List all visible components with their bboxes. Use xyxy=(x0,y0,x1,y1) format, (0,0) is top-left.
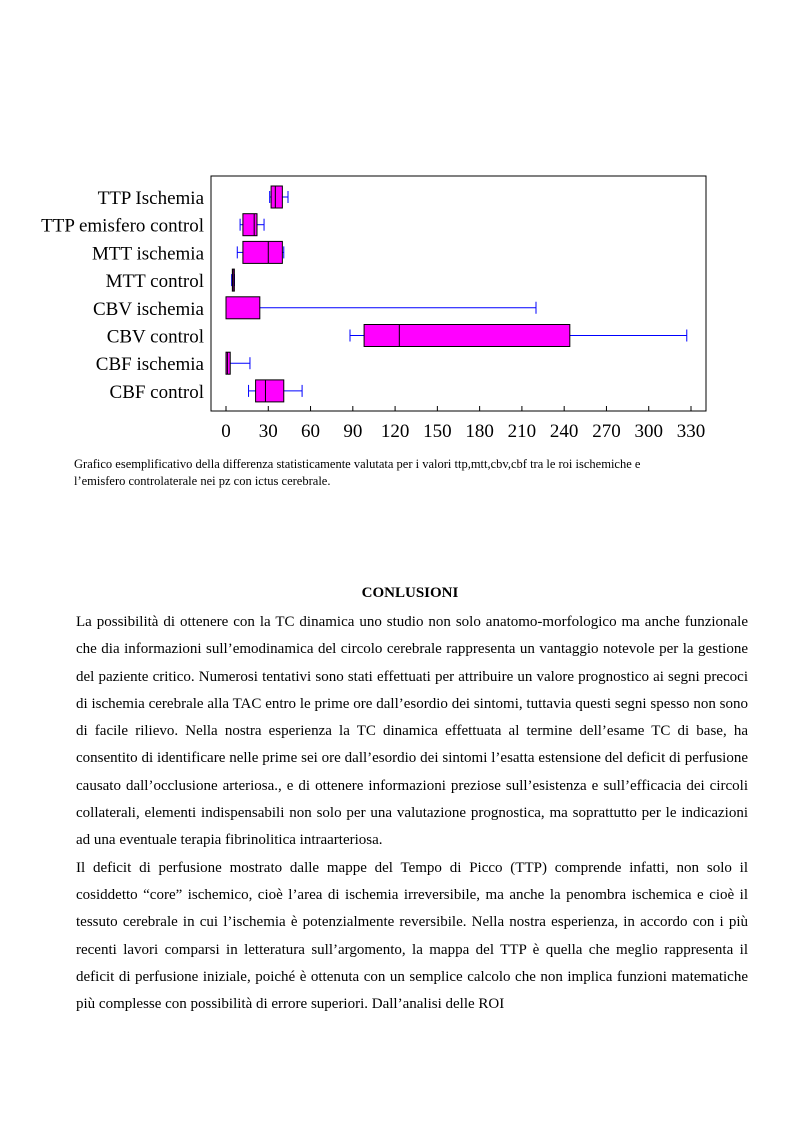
box xyxy=(243,214,257,236)
box xyxy=(271,186,282,208)
x-tick-label: 330 xyxy=(676,421,706,442)
paragraph-1: La possibilità di ottenere con la TC dinamica uno studio non solo anatomo-morfologico ma anche funzionale che dia informazioni sull’emodinamica del circolo cerebrale rappresenta un vantaggio notevole per la gestione del paziente critico. Numerosi tentativi sono stati effettuati per attribuire un valore prognostico ai segni precoci di ischemia cerebrale alla TAC entro le prime ore dall’esordio dei sintomi, tuttavia questi segni spesso non sono di facile rilievo. Nella nostra esperienza la TC dinamica effettuata al termine dell’esame TC di base, ha consentito di identificare nelle prime sei ore dall’esordio dei sintomi l’esatta estensione del deficit di perfusione causato dall’occlusione arteriosa., e di ottenere informazioni preziose sull’esistenza e sull’efficacia dei circoli collaterali, elementi indispensabili non solo per una valutazione prognostica, ma soprattutto per le indicazioni ad una eventuale terapia fibrinolitica intraarteriosa. xyxy=(76,614,748,849)
boxplot-chart xyxy=(0,0,793,450)
category-label: MTT ischemia xyxy=(91,243,204,265)
x-tick-label: 0 xyxy=(221,421,231,442)
plot-frame xyxy=(211,176,706,411)
category-label: CBV ischemia xyxy=(92,298,204,320)
x-tick-label: 120 xyxy=(380,421,410,442)
category-label: CBV control xyxy=(106,326,204,348)
x-tick-label: 60 xyxy=(301,421,321,442)
category-label: CBF ischemia xyxy=(95,354,204,376)
x-tick-label: 210 xyxy=(507,421,537,442)
category-label: CBF control xyxy=(109,381,204,403)
caption-line-2: l’emisfero controlaterale nei pz con ictus cerebrale. xyxy=(74,474,331,488)
section-heading: CONLUSIONI xyxy=(361,585,459,601)
box xyxy=(243,241,282,263)
x-tick-label: 300 xyxy=(634,421,663,442)
x-tick-label: 90 xyxy=(343,421,363,442)
box xyxy=(226,297,260,319)
caption-line-1: Grafico esemplificativo della differenza statisticamente valutata per i valori ttp,mtt,cbv,cbf tra le roi ischemiche e xyxy=(74,457,641,471)
paragraph-2: Il deficit di perfusione mostrato dalle mappe del Tempo di Picco (TTP) comprende infatti, non solo il cosiddetto “core” ischemico, cioè l’area di ischemia irreversibile, ma anche la penombra ischemica e cioè il tessuto cerebrale in cui l’ischemia è potenzialmente reversibile. Nella nostra esperienza, in accordo con i più recenti lavori comparsi in letteratura sull’argomento, la mappa del TTP è quella che meglio rappresenta il deficit di perfusione iniziale, poiché è ottenuta con un semplice calcolo che non implica funzioni matematiche più complesse con possibilità di errore superiori. Dall’analisi delle ROI xyxy=(76,859,748,1013)
body-text xyxy=(76,609,748,1018)
box xyxy=(226,352,230,374)
category-label: TTP emisfero control xyxy=(41,215,204,237)
x-tick-label: 180 xyxy=(465,421,494,442)
box xyxy=(256,380,284,402)
x-tick-label: 240 xyxy=(549,421,579,442)
category-label: TTP Ischemia xyxy=(97,188,204,209)
x-tick-label: 30 xyxy=(258,421,278,442)
x-tick-label: 270 xyxy=(592,421,621,442)
category-label: MTT control xyxy=(105,271,204,293)
figure-caption xyxy=(74,456,714,490)
x-tick-label: 150 xyxy=(423,421,452,442)
box xyxy=(364,325,570,347)
